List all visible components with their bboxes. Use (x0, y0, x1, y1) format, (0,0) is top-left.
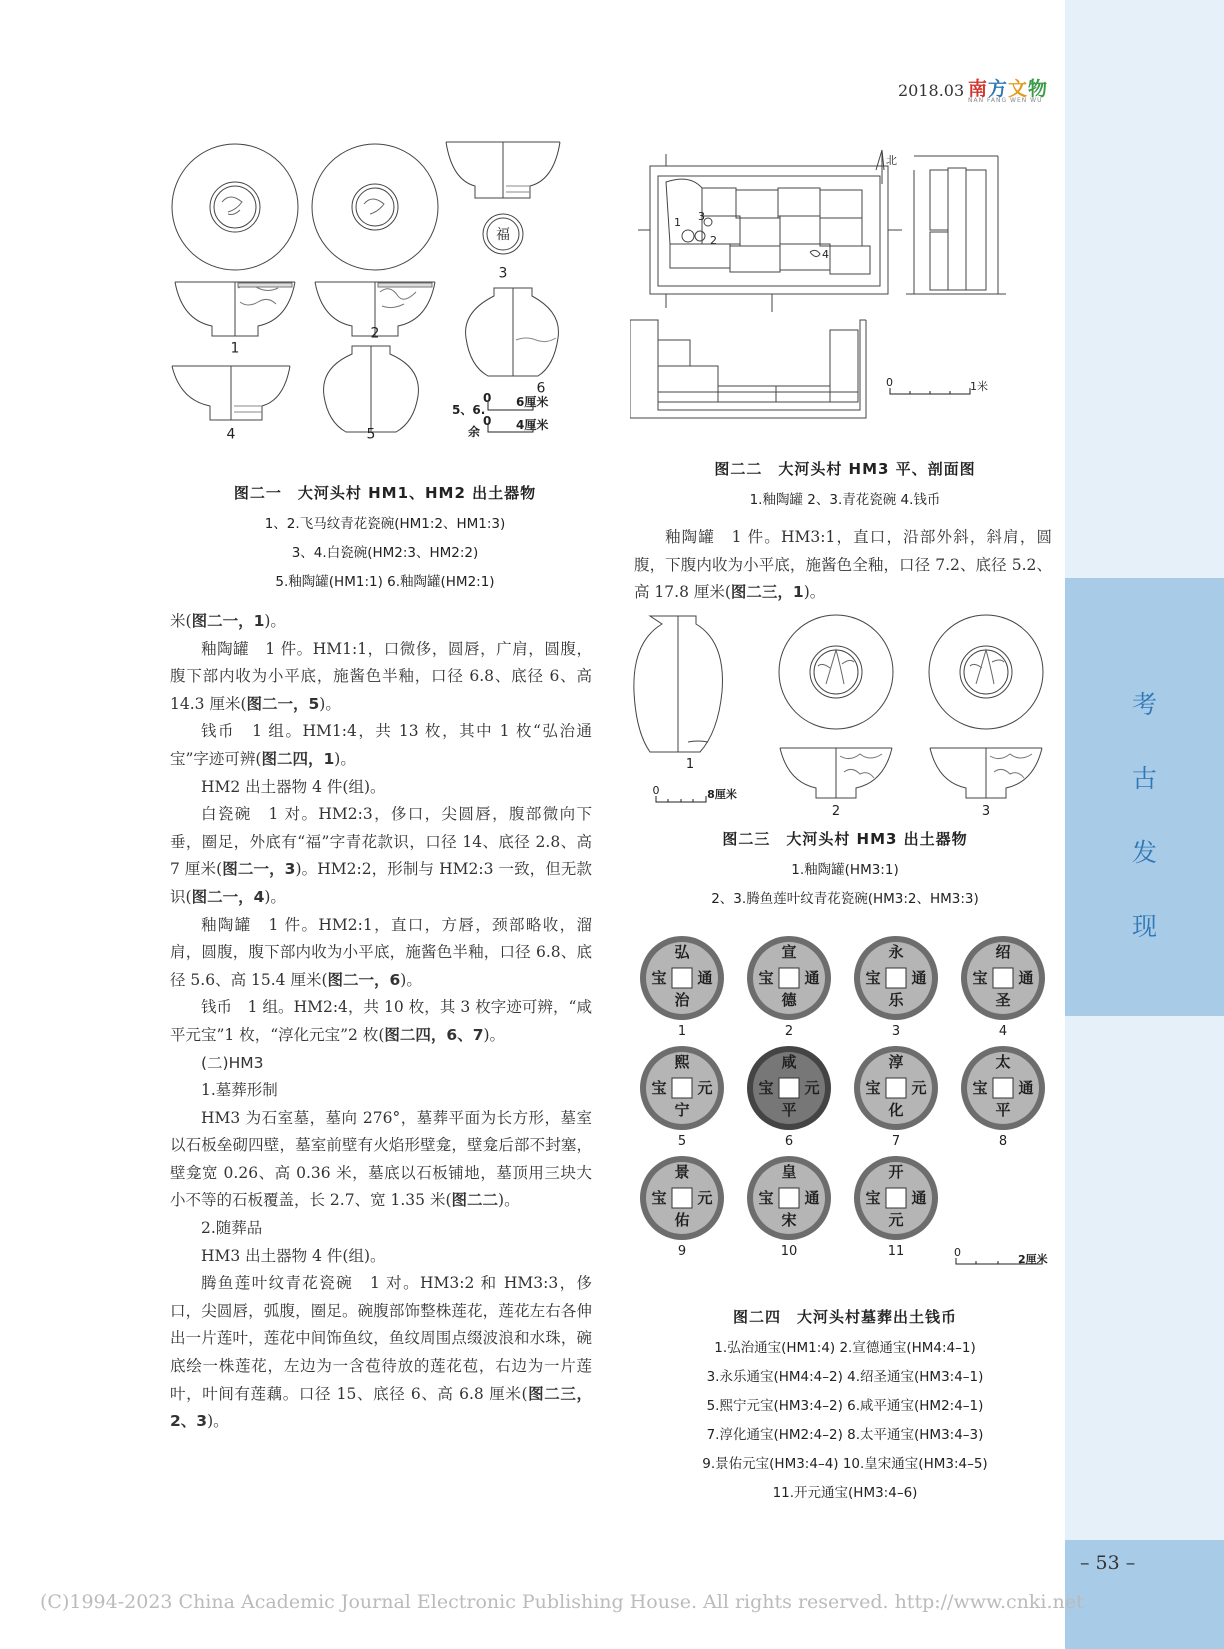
subsection-heading: 2.随葬品 (201, 1219, 263, 1238)
coin-rubbing (854, 936, 938, 1039)
logo-char: 物 (1028, 78, 1049, 100)
fig21-label-6: 6 (536, 380, 546, 397)
fig21-scale-1-label: 5、6. (452, 403, 486, 417)
fig21-label-1: 1 (230, 340, 240, 357)
coin-inscription-char: 元 (804, 1079, 820, 1097)
coin-inscription-char: 熙 (674, 1053, 690, 1071)
coin-inscription-char: 圣 (995, 991, 1011, 1009)
figure-24-caption-line: 9.景佑元宝(HM3:4–4) 10.皇宋通宝(HM3:4–5) (702, 1456, 988, 1472)
fig22-scale-unit: 1米 (970, 380, 988, 393)
figure-21-caption-line: 3、4.白瓷碗(HM2:3、HM2:2) (291, 545, 479, 561)
paragraph: HM2 出土器物 4 件(组)。 (201, 777, 386, 796)
figure-21-caption-line: 1、2.飞马纹青花瓷碗(HM1:2、HM1:3) (264, 516, 506, 532)
coin-inscription-char: 乐 (888, 991, 904, 1009)
coin-inscription-char: 宝 (865, 1189, 881, 1207)
coin-inscription-char: 通 (911, 969, 927, 987)
coin-inscription-char: 元 (697, 1189, 713, 1207)
coin-inscription-char: 宝 (758, 1079, 774, 1097)
fig22-label-3: 3 (698, 210, 705, 223)
figure-24-caption-line: 5.熙宁元宝(HM3:4–2) 6.咸平通宝(HM2:4–1) (706, 1398, 984, 1414)
coin-rubbing (961, 1046, 1045, 1149)
figure-24-caption (630, 1306, 1060, 1501)
figure-24-caption-line: 3.永乐通宝(HM4:4–2) 4.绍圣通宝(HM3:4–1) (706, 1369, 984, 1385)
section-label (1065, 668, 1224, 964)
coin-inscription-char: 宝 (972, 969, 988, 987)
coin-hole (779, 968, 799, 988)
coin-number: 3 (891, 1024, 901, 1039)
coin-inscription-char: 宋 (781, 1211, 797, 1229)
fig21-fu-mark: 福 (496, 227, 510, 243)
coin-inscription-char: 绍 (995, 943, 1011, 961)
logo-char: 文 (1008, 78, 1029, 100)
coin-inscription-char: 通 (911, 1189, 927, 1207)
right-column-text (634, 524, 1052, 607)
paragraph: 釉陶罐 1 件。HM2:1，直口，方唇，颈部略收，溜肩，圆腹，腹下部内收为小平底，施酱色半釉，口径 6.8、底径 5.6、高 15.4 厘米(图二一，6)。 (170, 915, 592, 989)
coin-inscription-char: 德 (781, 991, 797, 1009)
coin-inscription-char: 平 (995, 1101, 1011, 1119)
coin-number: 7 (891, 1134, 901, 1149)
figure-21-drawing (170, 140, 600, 465)
side-band-top (1065, 0, 1224, 578)
paragraph: HM3 出土器物 4 件(组)。 (201, 1246, 386, 1265)
coin-number: 11 (887, 1244, 905, 1259)
figure-22-drawing (630, 140, 1060, 440)
coin-inscription-char: 通 (804, 1189, 820, 1207)
coin-rubbing (961, 936, 1045, 1039)
fig22-label-2: 2 (710, 234, 717, 247)
coin-inscription-char: 宝 (865, 969, 881, 987)
fig21-scale-2-unit: 4厘米 (516, 418, 549, 432)
coin-hole (993, 968, 1013, 988)
coin-inscription-char: 宝 (865, 1079, 881, 1097)
coin-inscription-char: 咸 (781, 1053, 797, 1071)
coin-rubbing (640, 936, 724, 1039)
figure-21-caption-line: 5.釉陶罐(HM1:1) 6.釉陶罐(HM2:1) (275, 574, 495, 590)
journal-logo-subtitle: NAN FANG WEN WU (968, 97, 1043, 104)
figure-23-caption (630, 828, 1060, 907)
coin-number: 5 (677, 1134, 687, 1149)
coin-number: 2 (784, 1024, 794, 1039)
logo-char: 方 (988, 78, 1009, 100)
section-char: 考 (1131, 690, 1157, 719)
coin-rubbing (747, 1046, 831, 1149)
coin-number: 8 (998, 1134, 1008, 1149)
coin-inscription-char: 弘 (674, 943, 690, 961)
fig24-scale-zero: 0 (954, 1246, 961, 1259)
coin-hole (779, 1078, 799, 1098)
coin-rubbing (747, 1156, 831, 1259)
figure-22-caption-line: 1.釉陶罐 2、3.青花瓷碗 4.钱币 (749, 492, 941, 508)
coin-inscription-char: 化 (888, 1101, 904, 1119)
coin-inscription-char: 治 (674, 991, 690, 1009)
fig22-label-1: 1 (674, 216, 681, 229)
paragraph: 钱币 1 组。HM1:4，共 13 枚，其中 1 枚“弘治通宝”字迹可辨(图二四，1)。 (170, 722, 592, 768)
coin-number: 9 (677, 1244, 687, 1259)
coin-inscription-char: 元 (911, 1079, 927, 1097)
paragraph: HM3 为石室墓，墓向 276°，墓葬平面为长方形，墓室以石板垒砌四壁，墓室前壁有火焰形壁龛，壁龛后部不封塞，壁龛宽 0.26、高 0.36 米，墓底以石板铺地，墓顶用三块大小不等的石板覆盖，长 2.7、宽 1.35 米(图二二)。 (170, 1108, 592, 1210)
figure-24-coins (634, 932, 1054, 1277)
figure-24-caption-line: 11.开元通宝(HM3:4–6) (772, 1485, 918, 1501)
coin-hole (672, 968, 692, 988)
coin-hole (672, 1188, 692, 1208)
section-char: 现 (1131, 912, 1157, 941)
figure-24-title: 图二四 大河头村墓葬出土钱币 (732, 1308, 957, 1326)
coin-hole (993, 1078, 1013, 1098)
figure-22-title: 图二二 大河头村 HM3 平、剖面图 (714, 460, 976, 478)
fig21-label-2: 2 (370, 325, 380, 342)
coin-inscription-char: 景 (674, 1163, 690, 1181)
logo-char: 南 (968, 78, 989, 100)
figure-23-caption-line: 2、3.腾鱼莲叶纹青花瓷碗(HM3:2、HM3:3) (711, 891, 979, 907)
fig23-label-3: 3 (981, 804, 991, 817)
fig22-label-4: 4 (822, 248, 829, 261)
coin-rubbing (854, 1156, 938, 1259)
coin-inscription-char: 元 (697, 1079, 713, 1097)
coin-inscription-char: 通 (804, 969, 820, 987)
coin-inscription-char: 宣 (781, 943, 797, 961)
fig21-scale-1-zero: 0 (483, 391, 492, 405)
coin-hole (886, 1078, 906, 1098)
coin-number: 1 (677, 1024, 687, 1039)
coin-inscription-char: 元 (888, 1211, 904, 1229)
figure-21-caption (170, 482, 600, 590)
paragraph: 白瓷碗 1 对。HM2:3，侈口，尖圆唇，腹部微向下垂，圈足，外底有“福”字青花款识，口径 14、底径 2.8、高 7 厘米(图二一，3)。HM2:2，形制与 HM2:3 一致，但无款识(图二一，4)。 (170, 805, 592, 906)
paragraph: 釉陶罐 1 件。HM1:1，口微侈，圆唇，广肩，圆腹，腹下部内收为小平底，施酱色半釉，口径 6.8、底径 6、高 14.3 厘米(图二一，5)。 (170, 639, 592, 713)
issue-number: 2018.03 (898, 81, 965, 100)
copyright-notice: (C)1994-2023 China Academic Journal Electronic Publishing House. All rights reserved. http://www.cnki.net (40, 1591, 1084, 1613)
fig22-scale-zero: 0 (886, 376, 893, 389)
subsection-heading: 1.墓葬形制 (201, 1081, 278, 1100)
coin-hole (886, 968, 906, 988)
paragraph: 钱币 1 组。HM2:4，共 10 枚，其 3 枚字迹可辨，“咸平元宝”1 枚，“淳化元宝”2 枚(图二四，6、7)。 (170, 998, 592, 1044)
coin-inscription-char: 宝 (651, 1189, 667, 1207)
coin-inscription-char: 佑 (674, 1211, 690, 1229)
coin-rubbing (747, 936, 831, 1039)
fig21-scale-2-label: 余 (468, 425, 481, 439)
coin-hole (779, 1188, 799, 1208)
page-number: – 53 – (1080, 1552, 1136, 1574)
coin-inscription-char: 太 (995, 1053, 1011, 1071)
figure-23-drawing (630, 612, 1060, 817)
figure-23-title: 图二三 大河头村 HM3 出土器物 (722, 830, 968, 848)
coin-inscription-char: 通 (697, 969, 713, 987)
left-column-text (170, 608, 592, 1436)
fig21-label-5: 5 (366, 426, 376, 443)
coin-inscription-char: 宝 (758, 969, 774, 987)
coin-number: 6 (784, 1134, 794, 1149)
coin-inscription-char: 淳 (888, 1053, 904, 1071)
coin-hole (886, 1188, 906, 1208)
coin-inscription-char: 宝 (651, 1079, 667, 1097)
figure-24-caption-line: 1.弘治通宝(HM1:4) 2.宣德通宝(HM4:4–1) (714, 1340, 976, 1356)
coin-inscription-char: 通 (1018, 969, 1034, 987)
section-heading: (二)HM3 (201, 1053, 264, 1072)
coin-inscription-char: 宝 (651, 969, 667, 987)
coin-inscription-char: 开 (888, 1163, 904, 1181)
paragraph-hm3-jar: 釉陶罐 1 件。HM3:1，直口，沿部外斜，斜肩，圆腹，下腹内收为小平底，施酱色全釉，口径 7.2、底径 5.2、高 17.8 厘米(图二三，1)。 (634, 528, 1052, 602)
coin-number: 4 (998, 1024, 1008, 1039)
section-char: 发 (1131, 838, 1157, 867)
coin-inscription-char: 宝 (972, 1079, 988, 1097)
fig23-label-2: 2 (831, 804, 841, 817)
fig21-scale-1-unit: 6厘米 (516, 395, 549, 409)
side-band-lower (1065, 1016, 1224, 1540)
coin-number: 10 (780, 1244, 798, 1259)
fig23-scale-unit: 8厘米 (707, 788, 737, 801)
north-label: 北 (886, 154, 897, 167)
paragraph: 米(图二一，1)。 (170, 612, 286, 630)
figure-24-caption-line: 7.淳化通宝(HM2:4–2) 8.太平通宝(HM3:4–3) (706, 1427, 984, 1443)
coin-rubbing (640, 1046, 724, 1149)
section-char: 古 (1131, 764, 1157, 793)
coin-inscription-char: 平 (781, 1101, 797, 1119)
coin-rubbing (640, 1156, 724, 1259)
coin-inscription-char: 宝 (758, 1189, 774, 1207)
fig23-scale-zero: 0 (652, 784, 660, 797)
figure-22-caption (630, 458, 1060, 508)
coin-rubbing (854, 1046, 938, 1149)
paragraph: 腾鱼莲叶纹青花瓷碗 1 对。HM3:2 和 HM3:3，侈口，尖圆唇，弧腹，圈足。碗腹部饰整株莲花，莲花左右各伸出一片莲叶，莲花中间饰鱼纹，鱼纹周围点缀波浪和水珠，碗底绘一株莲花，左边为一含苞待放的莲花苞，右边为一片莲叶，叶间有莲藕。口径 15、底径 6、高 6.8 厘米(图二三，2、3)。 (170, 1274, 592, 1431)
figure-23-caption-line: 1.釉陶罐(HM3:1) (791, 862, 899, 878)
coin-inscription-char: 宁 (674, 1101, 690, 1119)
fig24-scale-unit: 2厘米 (1018, 1253, 1048, 1266)
fig23-label-1: 1 (685, 757, 695, 772)
fig21-label-3: 3 (498, 265, 508, 282)
coin-hole (672, 1078, 692, 1098)
fig21-label-4: 4 (226, 426, 236, 443)
fig21-scale-2-zero: 0 (483, 414, 492, 428)
coin-inscription-char: 永 (888, 943, 904, 961)
figure-21-title: 图二一 大河头村 HM1、HM2 出土器物 (233, 484, 537, 502)
coin-inscription-char: 通 (1018, 1079, 1034, 1097)
coin-inscription-char: 皇 (781, 1163, 797, 1181)
